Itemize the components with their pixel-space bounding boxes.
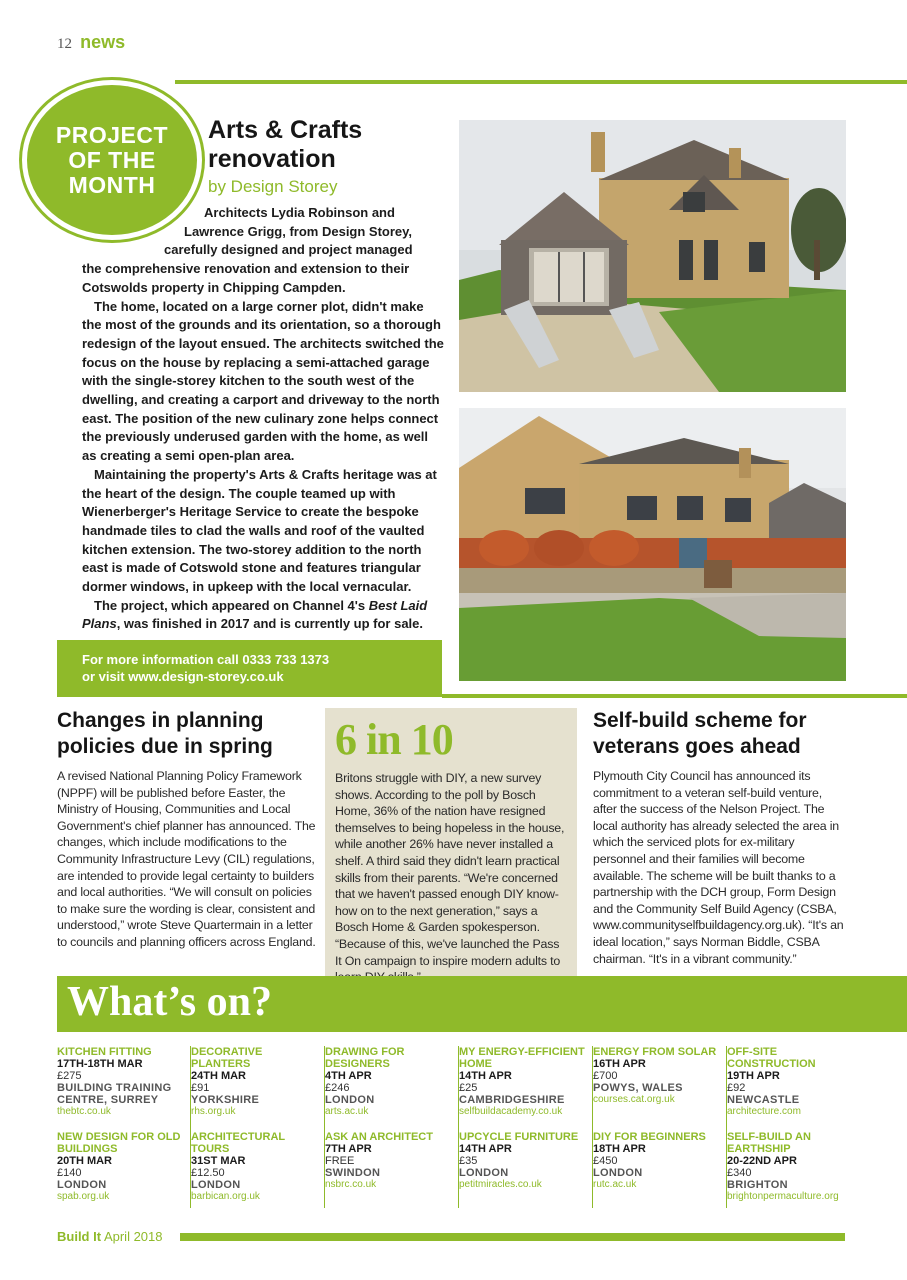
column-separator [458,1046,459,1208]
event-date: 24TH MAR [191,1070,247,1082]
house-extension-photo [459,120,846,392]
event-item [57,1046,185,1118]
event-price: £140 [57,1167,82,1179]
event-price: FREE [325,1155,355,1167]
event-location: LONDON [57,1179,107,1191]
info-phone: For more information call 0333 733 1373 [82,652,330,667]
event-item [593,1131,721,1191]
events-grid [57,1046,847,1211]
house-front-photo [459,408,846,681]
event-price: £246 [325,1082,350,1094]
event-price: £92 [727,1082,746,1094]
article-byline: by Design Storey [208,177,338,196]
event-url[interactable]: rutc.ac.uk [593,1179,637,1190]
event-url[interactable]: brightonpermaculture.org [727,1191,839,1202]
event-item [727,1046,855,1118]
badge-line: MONTH [68,171,156,198]
event-date: 7TH APR [325,1143,372,1155]
event-item [57,1131,185,1203]
page-number: 12 [57,36,72,52]
event-location: LONDON [459,1167,509,1179]
event-location: LONDON [325,1094,375,1106]
article-title [208,116,362,174]
event-date: 20-22ND APR [727,1155,797,1167]
event-item [325,1131,453,1191]
event-date: 14TH APR [459,1143,512,1155]
event-url[interactable]: nsbrc.co.uk [325,1179,377,1190]
event-title: NEW DESIGN FOR OLD BUILDINGS [57,1131,181,1155]
footer-rule [180,1233,845,1241]
article-paragraph: Maintaining the property's Arts & Crafts heritage was at the heart of the design. The couple teamed up with Wienerberger's Heritage Service to create the bespoke handmade tiles to clad the walls and roof of the vaulted kitchen extension. The two-storey addition to the north east is made of Cotswold stone and features triangular dormer windows, in upkeep with the local vernacular. [82,466,437,595]
event-location: SWINDON [325,1167,381,1179]
event-url[interactable]: petitmiracles.co.uk [459,1179,542,1190]
event-title: SELF-BUILD AN EARTHSHIP [727,1131,811,1155]
event-location: LONDON [191,1179,241,1191]
article-body [82,204,444,634]
house-front-image [459,408,846,681]
event-date: 14TH APR [459,1070,512,1082]
event-location: CAMBRIDGESHIRE [459,1094,565,1106]
p4-text: , was finished in 2017 and is currently up for sale. [116,616,424,632]
diy-stat: 6 in 10 [335,715,453,764]
planning-news-title: Changes in planning policies due in spring [57,709,273,758]
top-divider [175,80,907,84]
column-separator [592,1046,593,1208]
event-price: £12.50 [191,1167,225,1179]
event-url[interactable]: barbican.org.uk [191,1191,260,1202]
p4-text: The project, which appeared on Channel 4's [94,597,369,613]
badge-line: OF THE [68,146,156,173]
event-url[interactable]: spab.org.uk [57,1191,110,1202]
planning-news-column [57,708,317,951]
event-location: POWYS, WALES [593,1082,683,1094]
event-price: £450 [593,1155,618,1167]
intro-line: carefully designed and project managed [164,242,413,258]
event-date: 20TH MAR [57,1155,113,1167]
intro-line: Lawrence Grigg, from Design Storey, [184,223,413,239]
event-date: 31ST MAR [191,1155,246,1167]
event-title: ENERGY FROM SOLAR [593,1046,717,1058]
event-date: 4TH APR [325,1070,372,1082]
event-date: 18TH APR [593,1143,646,1155]
column-separator [726,1046,727,1208]
event-price: £700 [593,1070,618,1082]
title-line: renovation [208,145,336,173]
mid-divider [442,694,907,698]
event-price: £25 [459,1082,478,1094]
event-location: YORKSHIRE [191,1094,260,1106]
event-item [459,1131,587,1191]
issue-date: April 2018 [103,1229,163,1244]
event-date: 16TH APR [593,1058,646,1070]
event-item [325,1046,453,1118]
planning-news-body: A revised National Planning Policy Framework (NPPF) will be published before Easter, the Ministry of Housing, Communities and Local Government's chief planner has announced. The changes, which include modifications to the Community Infrastructure Levy (CIL) regulations, are intended to provide legal certainty to builders and local authorities. “We will consult on policies to make sure the wording is clear, consistent and understood,” wrote Steve Quartermain in a letter to councils and planning officers across England. [57,769,316,949]
event-price: £275 [57,1070,82,1082]
event-url[interactable]: courses.cat.org.uk [593,1094,675,1105]
article-paragraph [82,204,444,298]
event-price: £35 [459,1155,478,1167]
diy-stat-body: Britons struggle with DIY, a new survey shows. According to the poll by Bosch Home, 36% of the nation have resigned themselves to being hopeless in the house, while another 26% have never installed a shelf. A third said they didn't learn practical skills from their parents. “We're concerned that we haven't passed enough DIY know-how on to the next generation,” says a Bosch Home & Garden spokesperson. “Because of this, we've launched the Pass It On campaign to inspire modern adults to [335,771,565,968]
event-url[interactable]: selfbuildacademy.co.uk [459,1106,563,1117]
event-price: £91 [191,1082,210,1094]
section-name: news [80,32,126,52]
event-title: DRAWING FOR DESIGNERS [325,1046,405,1070]
event-title: ASK AN ARCHITECT [325,1131,433,1143]
event-title: OFF-SITE CONSTRUCTION [727,1046,816,1070]
page-footer [57,1229,163,1244]
event-price: £340 [727,1167,752,1179]
event-url[interactable]: architecture.com [727,1106,801,1117]
event-url[interactable]: thebtc.co.uk [57,1106,111,1117]
show-title: Best Laid Plans [82,597,428,632]
event-date: 17TH-18TH MAR [57,1058,143,1070]
badge-line: PROJECT [55,121,169,148]
event-location: BRIGHTON [727,1179,788,1191]
whats-on-banner [57,976,907,1032]
column-separator [324,1046,325,1208]
event-url[interactable]: arts.ac.uk [325,1106,369,1117]
event-date: 19TH APR [727,1070,780,1082]
info-box [57,640,442,697]
column-separator [190,1046,191,1208]
article-paragraph: The home, located on a large corner plot, didn't make the most of the grounds and its orientation, so a thorough redesign of the layout ensued. The architects switched the focus on the house by replacing a semi-attached garage with the single-storey kitchen to the south west of the dwelling, and creating a carport and driveway to the north east. The position of the new culinary zone helps connect the previously underused garden with the home, as well as creating a semi open-plan area. [82,298,444,464]
event-location: LONDON [593,1167,643,1179]
house-extension-image [459,120,846,392]
page-header [57,32,125,53]
event-item [727,1131,855,1203]
diy-stat-column [325,708,577,976]
event-item [191,1131,319,1203]
event-item [459,1046,587,1118]
info-website[interactable]: or visit www.design-storey.co.uk [82,669,284,684]
event-item [191,1046,319,1118]
event-title: KITCHEN FITTING [57,1046,152,1058]
magazine-name: Build It [57,1229,102,1244]
article-paragraph [82,597,444,634]
event-title: DECORATIVE PLANTERS [191,1046,263,1070]
event-title: DIY FOR BEGINNERS [593,1131,706,1143]
whats-on-title: What’s on? [67,979,272,1025]
title-line: Arts & Crafts [208,116,363,144]
intro-rest: the comprehensive renovation and extension to their Cotswolds property in Chipping Campden. [82,261,410,295]
veterans-news-body: Plymouth City Council has announced its commitment to a veteran self-build venture, after the success of the Nelson Project. The local authority has already selected the area in which the serviced plots for ex-military personnel and their families will become available. The scheme will be built thanks to a partnership with the DCH group, Form Design and the Community Self Build Agency (CSBA, www.communityselfbuildagency.org.uk). “It's an ideal location,” says Norman Biddle, CSBA chairman. “It's in a vibrant community.” [593,769,844,966]
intro-line: Architects Lydia Robinson and [204,205,395,220]
event-item [593,1046,721,1106]
event-location: BUILDING TRAINING CENTRE, SURREY [57,1082,172,1106]
event-title: UPCYCLE FURNITURE [459,1131,579,1143]
veterans-news-column [593,708,848,967]
event-title: MY ENERGY-EFFICIENT HOME [459,1046,585,1070]
event-title: ARCHITECTURAL TOURS [191,1131,285,1155]
veterans-news-title: Self-build scheme for veterans goes ahead [593,709,807,758]
event-location: NEWCASTLE [727,1094,800,1106]
event-url[interactable]: rhs.org.uk [191,1106,236,1117]
